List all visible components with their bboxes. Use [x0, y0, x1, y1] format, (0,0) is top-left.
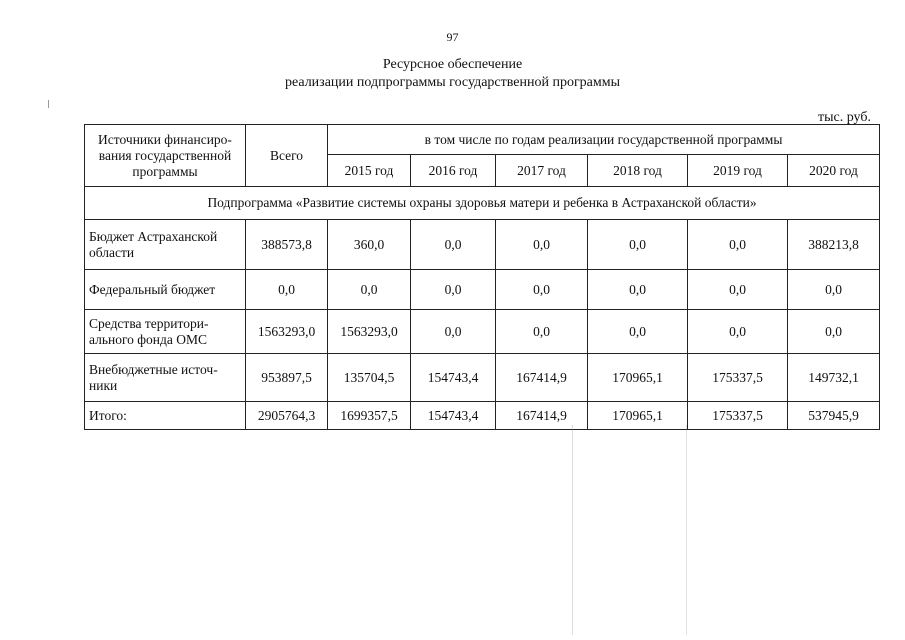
- row-value: 0,0: [496, 310, 588, 354]
- row-source: Федеральный бюджет: [85, 270, 246, 310]
- scan-mark: [48, 100, 49, 108]
- row-source: Бюджет Астраханской области: [85, 220, 246, 270]
- row-total: 2905764,3: [246, 402, 328, 430]
- page-number: 97: [446, 30, 459, 44]
- year-header: 2016 год: [411, 155, 496, 187]
- row-total: 1563293,0: [246, 310, 328, 354]
- year-header: 2019 год: [688, 155, 788, 187]
- row-value: 175337,5: [688, 402, 788, 430]
- row-value: 0,0: [688, 220, 788, 270]
- table-row: [85, 310, 880, 354]
- row-value: 167414,9: [496, 354, 588, 402]
- table-row-total: [85, 402, 880, 430]
- scan-mark: [572, 425, 573, 635]
- row-value: 0,0: [496, 270, 588, 310]
- row-value: 0,0: [411, 270, 496, 310]
- row-value: 149732,1: [788, 354, 880, 402]
- row-value: 0,0: [688, 270, 788, 310]
- title-line-1: Ресурсное обеспечение: [382, 57, 523, 72]
- row-value: 0,0: [588, 220, 688, 270]
- funding-table: [84, 124, 880, 430]
- header-total: Всего: [246, 125, 328, 187]
- header-source: Источники финансиро-вания государственной программы: [85, 125, 246, 187]
- row-value: 537945,9: [788, 402, 880, 430]
- header-years-group: в том числе по годам реализации государственной программы: [328, 125, 880, 155]
- row-value: 170965,1: [588, 354, 688, 402]
- row-value: 154743,4: [411, 354, 496, 402]
- row-value: 167414,9: [496, 402, 588, 430]
- scan-mark: [686, 425, 687, 635]
- row-value: 0,0: [588, 270, 688, 310]
- year-header: 2015 год: [328, 155, 411, 187]
- row-value: 388213,8: [788, 220, 880, 270]
- row-value: 0,0: [411, 310, 496, 354]
- subprogram-title: Подпрограмма «Развитие системы охраны здоровья матери и ребенка в Астраханской области»: [85, 187, 880, 220]
- row-value: 0,0: [788, 310, 880, 354]
- row-source: Внебюджетные источ-ники: [85, 354, 246, 402]
- document-title: [0, 56, 905, 92]
- table-row: [85, 354, 880, 402]
- row-total: 0,0: [246, 270, 328, 310]
- row-source: Итого:: [85, 402, 246, 430]
- title-line-2: реализации подпрограммы государственной программы: [284, 75, 621, 90]
- table-row: [85, 220, 880, 270]
- row-source: Средства территори-ального фонда ОМС: [85, 310, 246, 354]
- row-value: 1563293,0: [328, 310, 411, 354]
- row-total: 388573,8: [246, 220, 328, 270]
- year-header: 2018 год: [588, 155, 688, 187]
- year-header: 2020 год: [788, 155, 880, 187]
- row-value: 1699357,5: [328, 402, 411, 430]
- units-label: тыс. руб.: [818, 110, 871, 125]
- row-value: 0,0: [688, 310, 788, 354]
- row-value: 360,0: [328, 220, 411, 270]
- row-value: 0,0: [588, 310, 688, 354]
- year-header: 2017 год: [496, 155, 588, 187]
- row-value: 154743,4: [411, 402, 496, 430]
- row-value: 0,0: [788, 270, 880, 310]
- row-value: 170965,1: [588, 402, 688, 430]
- table-row: [85, 270, 880, 310]
- row-value: 135704,5: [328, 354, 411, 402]
- row-total: 953897,5: [246, 354, 328, 402]
- row-value: 0,0: [411, 220, 496, 270]
- row-value: 0,0: [328, 270, 411, 310]
- row-value: 0,0: [496, 220, 588, 270]
- row-value: 175337,5: [688, 354, 788, 402]
